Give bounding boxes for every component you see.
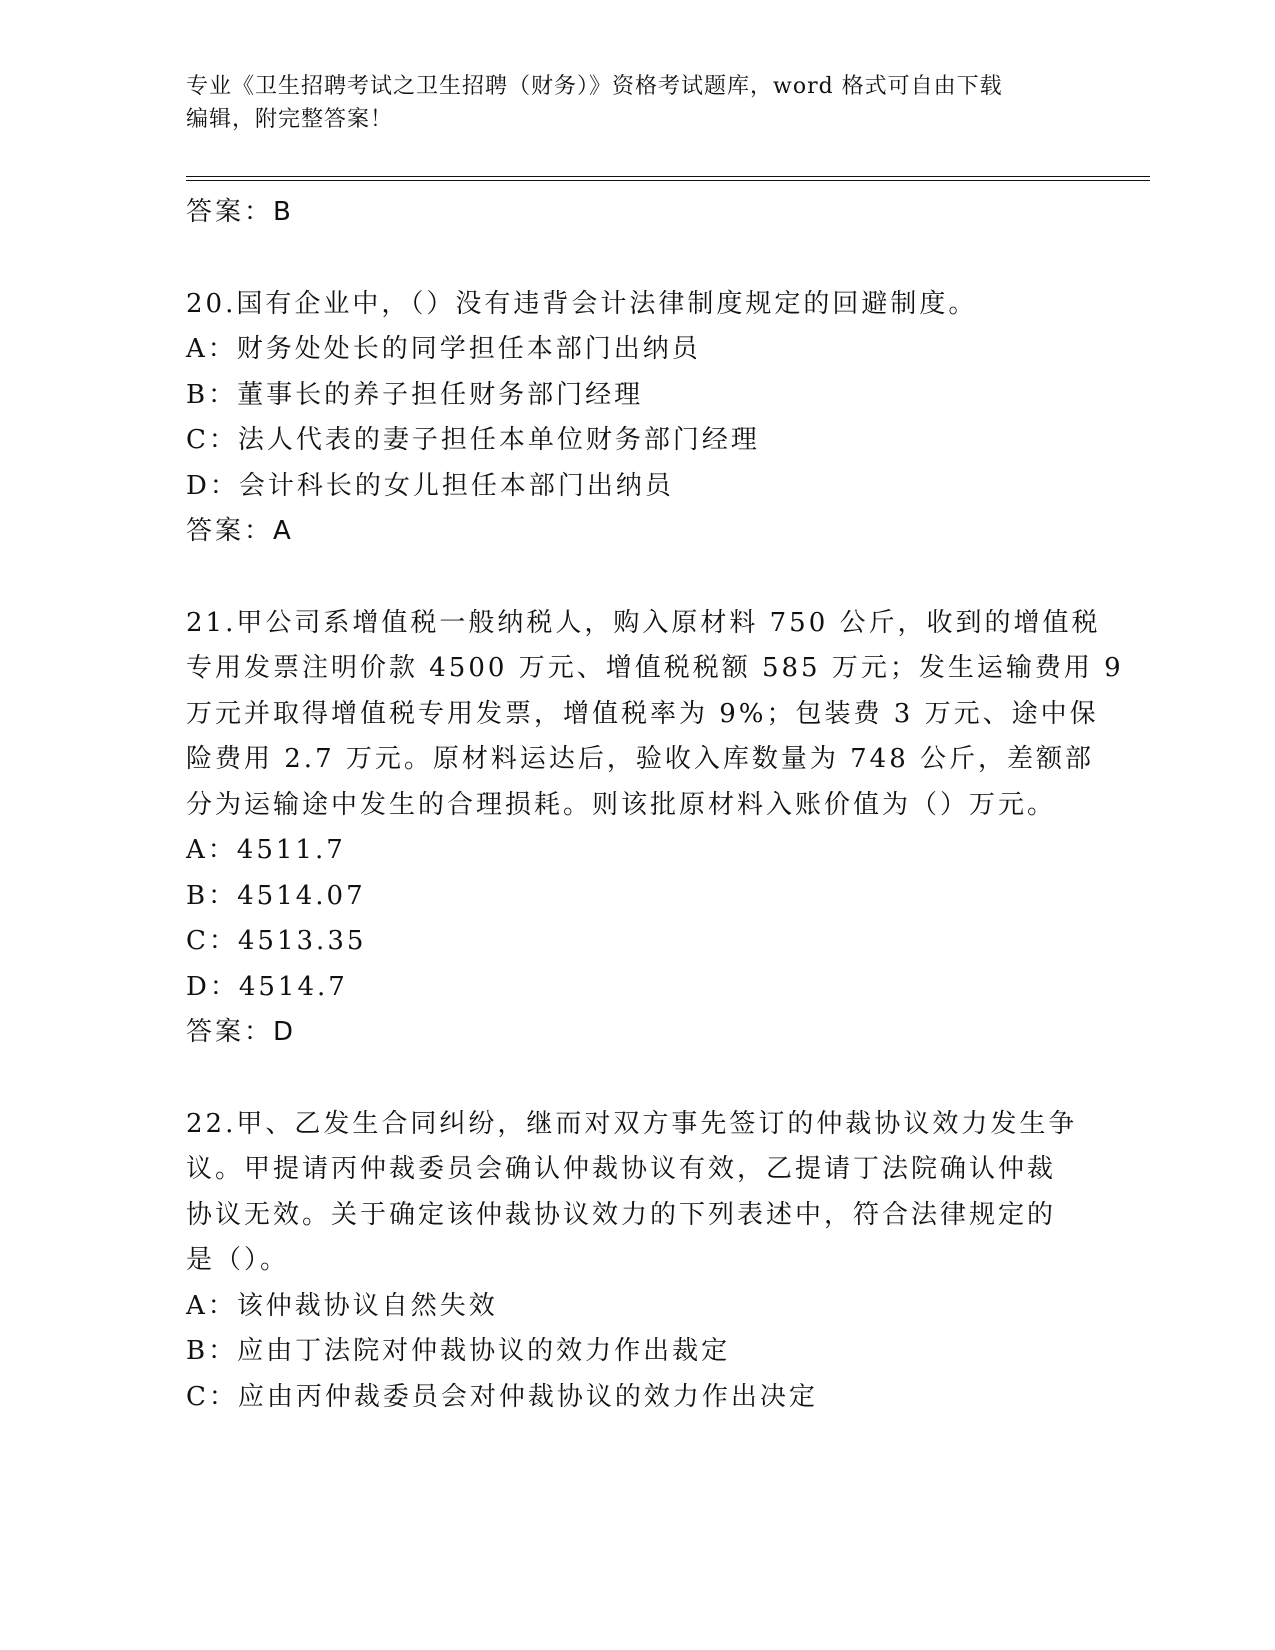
question-stem-line: 分为运输途中发生的合理损耗。则该批原材料入账价值为（）万元。 [186, 789, 1057, 820]
question-stem-line: 协议无效。关于确定该仲裁协议效力的下列表述中，符合法律规定的 [186, 1199, 1057, 1230]
spacer [186, 1056, 1086, 1102]
question-stem-line: 议。甲提请丙仲裁委员会确认仲裁协议有效，乙提请丁法院确认仲裁 [186, 1154, 1057, 1184]
spacer [186, 236, 1086, 282]
header-rule-bottom [186, 180, 1150, 181]
answer: 答案：D [186, 1017, 297, 1047]
previous-answer: 答案：B [186, 197, 294, 227]
question-22 [186, 1102, 1086, 1421]
option-a: A：4511.7 [186, 835, 346, 865]
question-stem-line: 险费用 2.7 万元。原材料运达后，验收入库数量为 748 公斤，差额部 [186, 744, 1095, 774]
page-header [186, 70, 1086, 136]
spacer [186, 555, 1086, 601]
header-line-2: 编辑，附完整答案！ [186, 107, 394, 132]
option-a: A：财务处处长的同学担任本部门出纳员 [186, 334, 701, 364]
document-body [186, 190, 1124, 1420]
option-d: D：会计科长的女儿担任本部门出纳员 [186, 470, 674, 501]
header-line-1: 专业《卫生招聘考试之卫生招聘（财务）》资格考试题库，word 格式可自由下载 [186, 74, 1003, 99]
question-stem-line: 专用发票注明价款 4500 万元、增值税税额 585 万元；发生运输费用 9 [186, 653, 1124, 683]
option-d: D：4514.7 [186, 971, 348, 1002]
question-21 [186, 601, 1124, 1056]
option-b: B：4514.07 [186, 880, 366, 911]
header-rule-top [186, 176, 1150, 177]
question-20 [186, 282, 1086, 555]
option-b: B：董事长的养子担任财务部门经理 [186, 379, 644, 410]
answer: 答案：A [186, 516, 294, 546]
question-stem-line: 22.甲、乙发生合同纠纷，继而对双方事先签订的仲裁协议效力发生争 [186, 1108, 1078, 1139]
option-c: C：4513.35 [186, 926, 367, 956]
question-stem-line: 万元并取得增值税专用发票，增值税率为 9%；包装费 3 万元、途中保 [186, 698, 1099, 729]
option-a: A：该仲裁协议自然失效 [186, 1290, 498, 1321]
question-stem: 20.国有企业中，（）没有违背会计法律制度规定的回避制度。 [186, 288, 978, 319]
option-b: B：应由丁法院对仲裁协议的效力作出裁定 [186, 1336, 731, 1366]
question-stem-line: 21.甲公司系增值税一般纳税人，购入原材料 750 公斤，收到的增值税 [186, 607, 1101, 638]
option-c: C：法人代表的妻子担任本单位财务部门经理 [186, 425, 760, 455]
question-stem-line: 是（）。 [186, 1245, 290, 1275]
option-c: C：应由丙仲裁委员会对仲裁协议的效力作出决定 [186, 1381, 818, 1412]
